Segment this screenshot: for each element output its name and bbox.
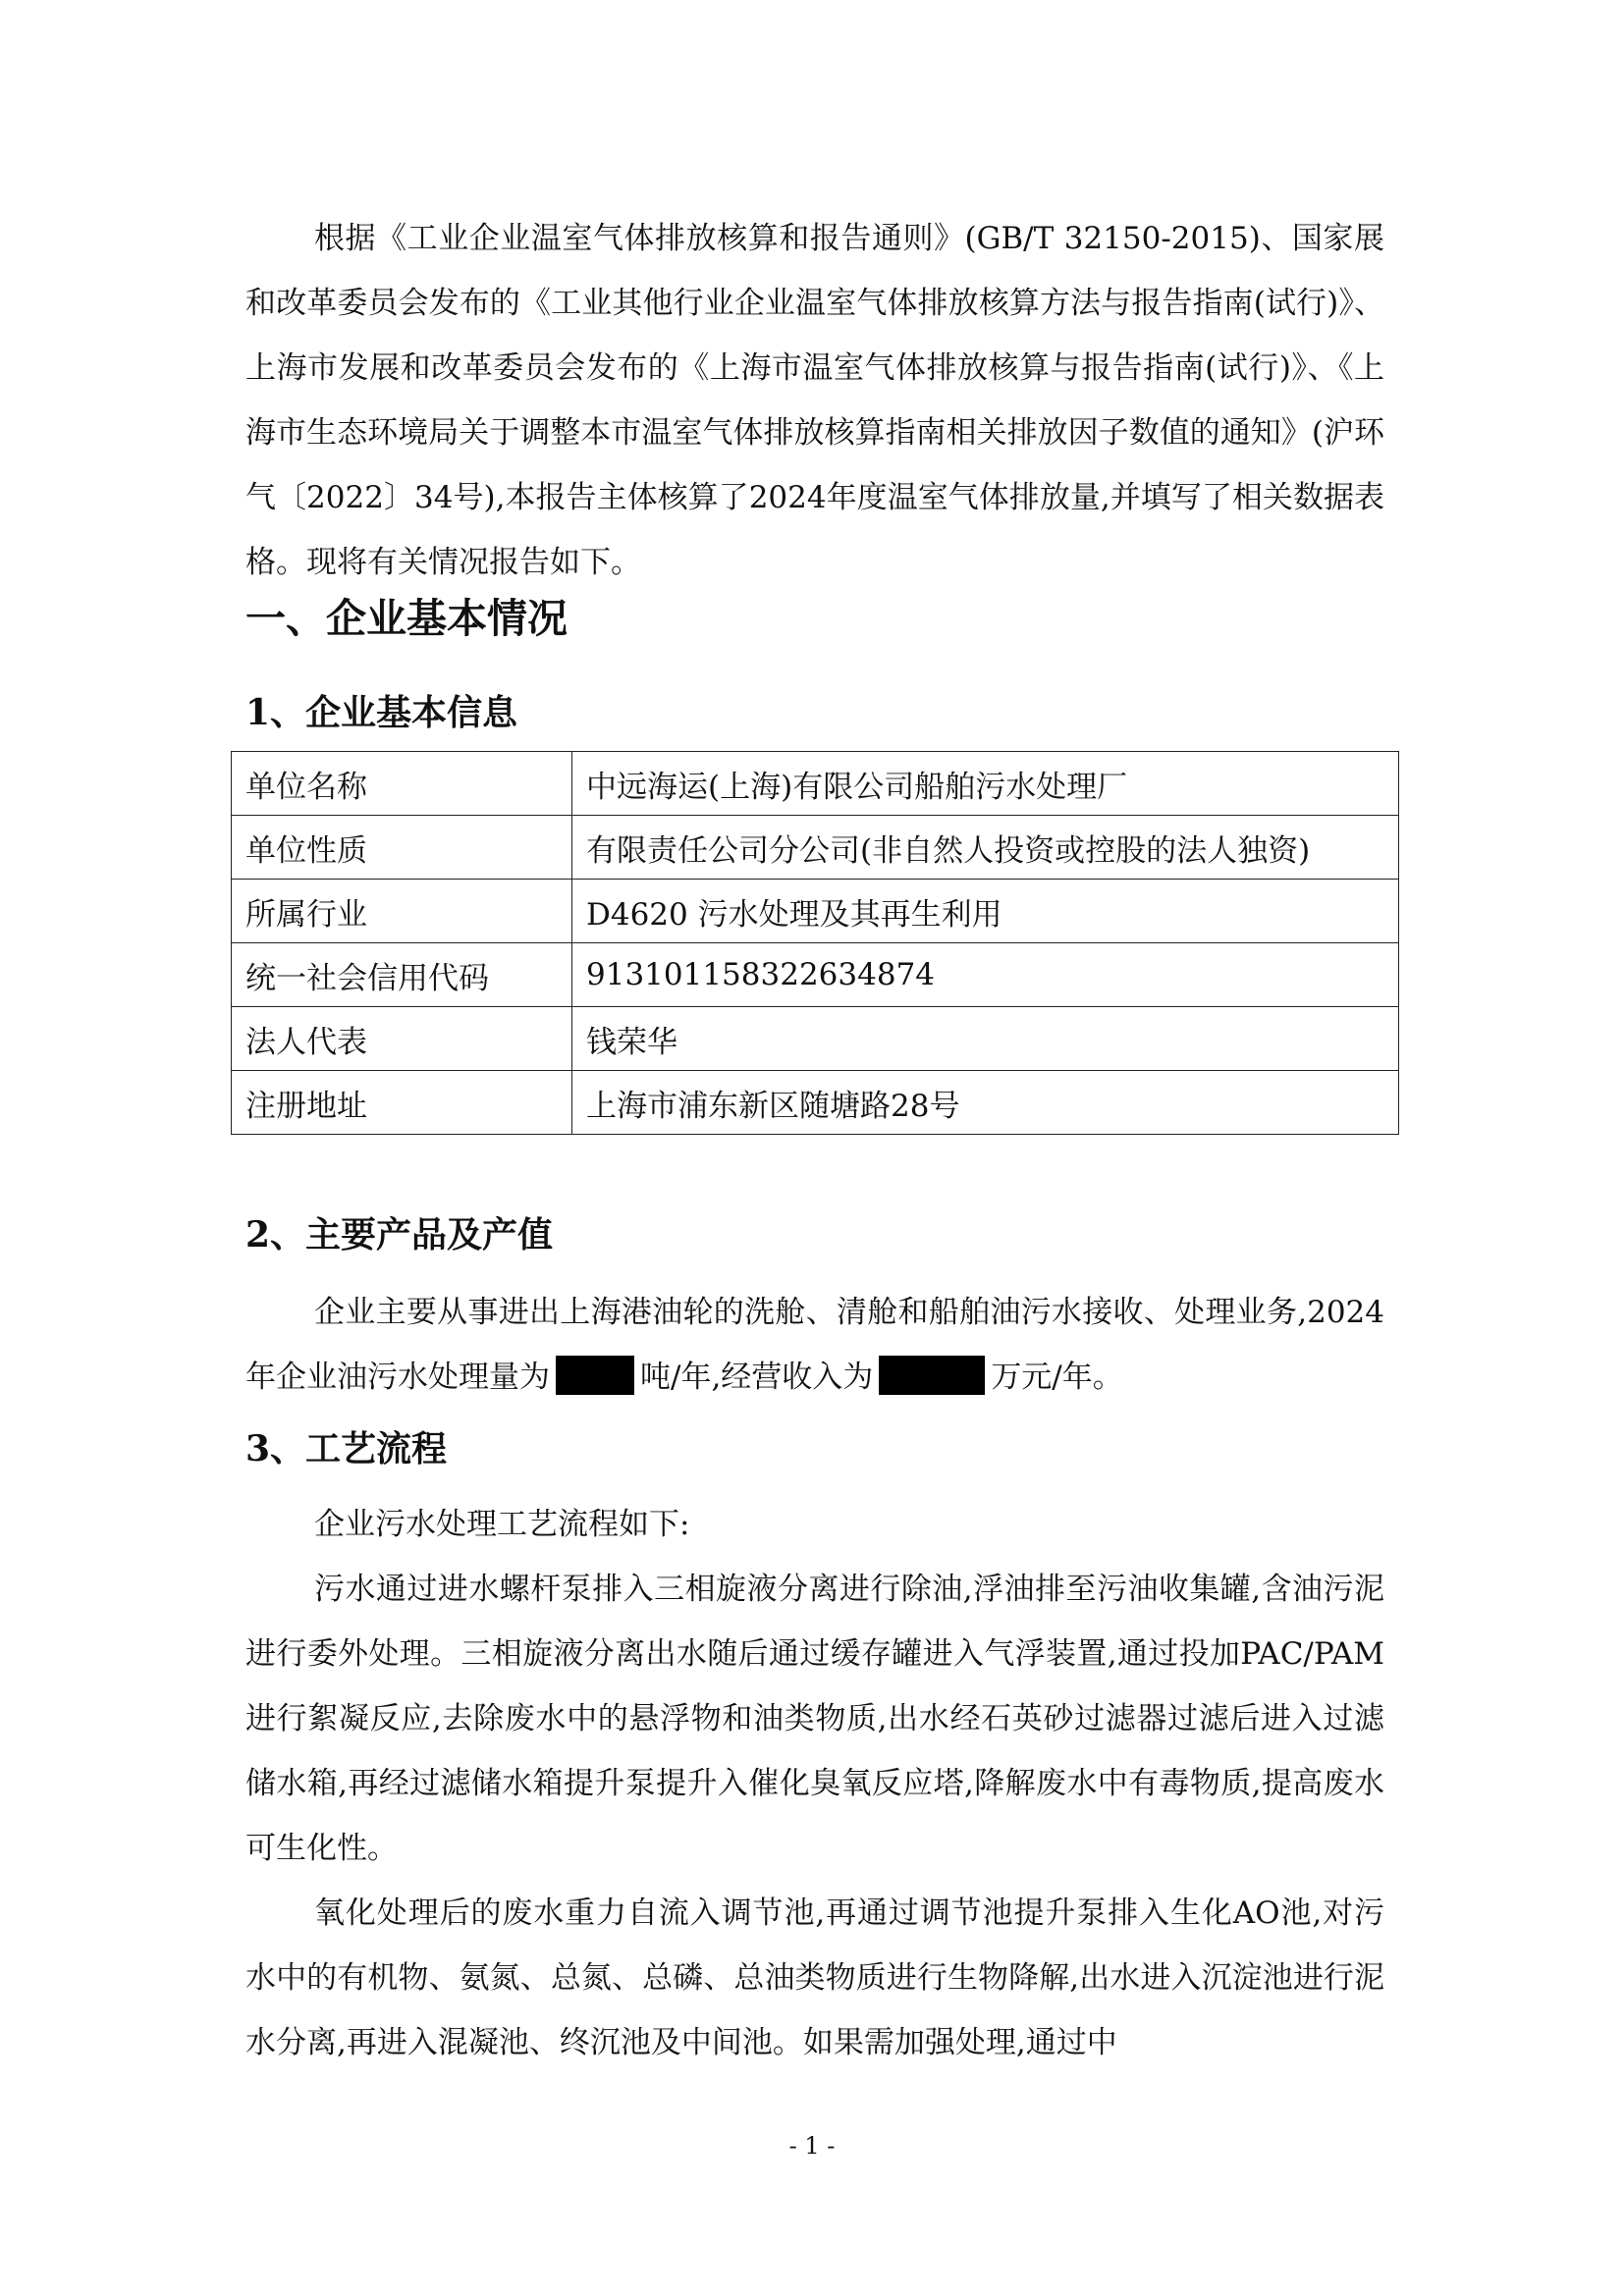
subsection-title-company-info: 1、企业基本信息	[245, 692, 518, 733]
table-cell-value: 钱荣华	[572, 1007, 1399, 1071]
table-row	[232, 752, 1399, 816]
company-info-table	[231, 751, 1399, 1135]
process-paragraph-2: 氧化处理后的废水重力自流入调节池,再通过调节池提升泵排入生化AO池,对污水中的有机物、氨氮、总氮、总磷、总油类物质进行生物降解,出水进入沉淀池进行泥水分离,再进入混凝池、终沉池及中间池。如果需加强处理,通过中	[245, 1896, 1384, 2060]
table-row	[232, 880, 1399, 943]
table-cell-label: 单位名称	[232, 752, 572, 816]
table-cell-label: 注册地址	[232, 1071, 572, 1135]
table-cell-label: 所属行业	[232, 880, 572, 943]
intro-paragraph: 根据《工业企业温室气体排放核算和报告通则》(GB/T 32150-2015)、国家展和改革委员会发布的《工业其他行业企业温室气体排放核算方法与报告指南(试行)》、上海市发展和改革委员会发布的《上海市温室气体排放核算与报告指南(试行)》、《上海市生态环境局关于调整本市温室气体排放核算指南相关排放因子数值的通知》(沪环气〔2022〕34号),本报告主体核算了2024年度温室气体排放量,并填写了相关数据表格。现将有关情况报告如下。	[245, 221, 1384, 580]
process-intro: 企业污水处理工艺流程如下:	[314, 1507, 690, 1542]
table-cell-value: D4620 污水处理及其再生利用	[572, 880, 1399, 943]
page-number: - 1 -	[788, 2132, 836, 2160]
table-cell-value: 913101158322634874	[572, 943, 1399, 1007]
redaction-block	[879, 1356, 985, 1395]
products-paragraph	[245, 1280, 1384, 1410]
table-row	[232, 1007, 1399, 1071]
table-row	[232, 1071, 1399, 1135]
process-paragraph-1: 污水通过进水螺杆泵排入三相旋液分离进行除油,浮油排至污油收集罐,含油污泥进行委外处理。三相旋液分离出水随后通过缓存罐进入气浮装置,通过投加PAC/PAM进行絮凝反应,去除废水中的悬浮物和油类物质,出水经石英砂过滤器过滤后进入过滤储水箱,再经过滤储水箱提升泵提升入催化臭氧反应塔,降解废水中有毒物质,提高废水可生化性。	[245, 1572, 1384, 1866]
table-row	[232, 943, 1399, 1007]
table-cell-label: 统一社会信用代码	[232, 943, 572, 1007]
redaction-block	[556, 1356, 634, 1395]
section-title-basic-info: 一、企业基本情况	[245, 595, 568, 642]
table-cell-label: 法人代表	[232, 1007, 572, 1071]
table-cell-value: 上海市浦东新区随塘路28号	[572, 1071, 1399, 1135]
products-text-2: 吨/年,经营收入为	[640, 1360, 874, 1395]
table-cell-value: 有限责任公司分公司(非自然人投资或控股的法人独资)	[572, 816, 1399, 880]
subsection-title-products: 2、主要产品及产值	[245, 1214, 554, 1255]
products-text-1: 企业主要从事进出上海港油轮的洗舱、清舱和船舶油污水接收、处理业务,2024年企业油污水处理量为	[245, 1295, 1384, 1395]
subsection-title-process: 3、工艺流程	[245, 1428, 448, 1469]
table-row	[232, 816, 1399, 880]
table-cell-value: 中远海运(上海)有限公司船舶污水处理厂	[572, 752, 1399, 816]
table-cell-label: 单位性质	[232, 816, 572, 880]
products-text-3: 万元/年。	[991, 1360, 1123, 1395]
